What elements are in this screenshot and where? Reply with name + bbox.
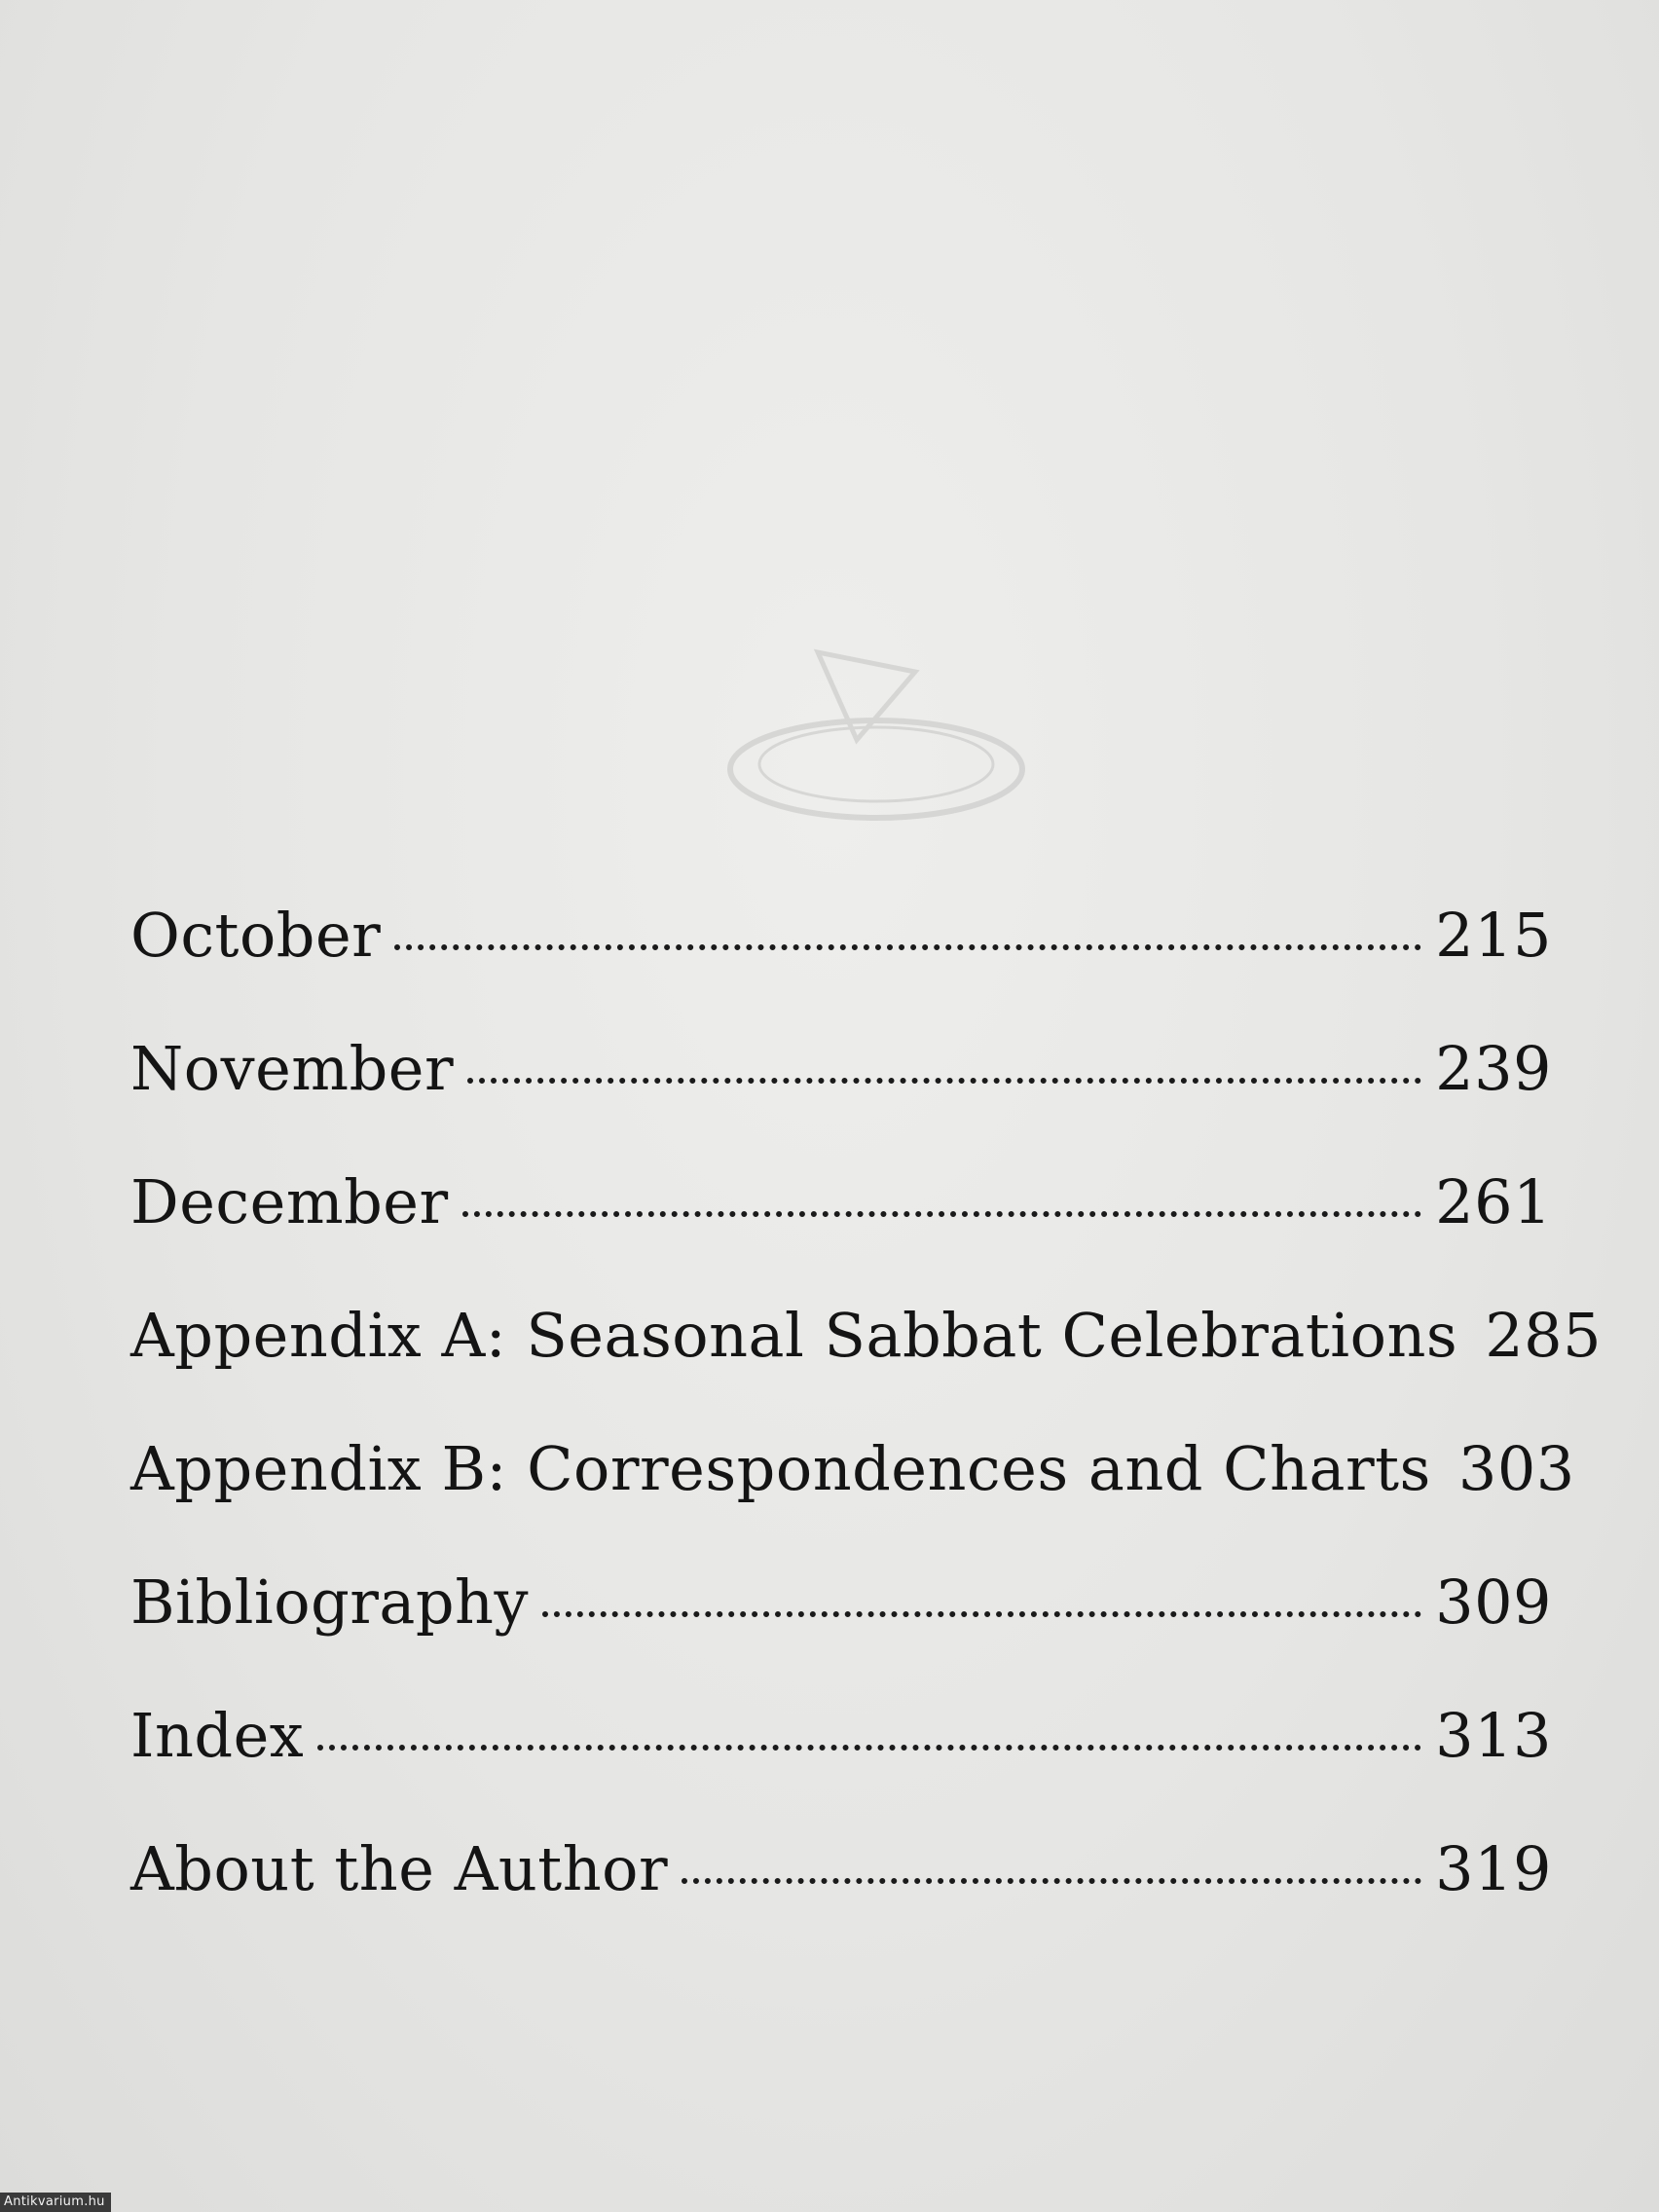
- table-of-contents: [130, 896, 1603, 1963]
- show-through-ornament: [711, 613, 1042, 847]
- toc-entry-bibliography[interactable]: [130, 1563, 1552, 1696]
- toc-entry-november[interactable]: [130, 1029, 1552, 1162]
- toc-entry-page: 303: [1457, 1433, 1575, 1504]
- toc-entry-title: About the Author: [130, 1833, 669, 1904]
- toc-entry-page: 239: [1435, 1033, 1552, 1104]
- toc-entry-page: 319: [1435, 1833, 1552, 1904]
- toc-entry-about-the-author[interactable]: [130, 1829, 1552, 1963]
- toc-entry-appendix-b[interactable]: [130, 1429, 1575, 1563]
- toc-entry-title: Bibliography: [130, 1567, 529, 1638]
- watermark-label: Antikvarium.hu: [0, 2193, 111, 2212]
- toc-entry-appendix-a[interactable]: [130, 1296, 1603, 1429]
- dot-leader: [317, 1696, 1421, 1756]
- dot-leader: [542, 1563, 1421, 1623]
- toc-entry-index[interactable]: [130, 1696, 1552, 1829]
- dot-leader: [682, 1829, 1421, 1890]
- dot-leader: [394, 896, 1421, 956]
- toc-entry-title: December: [130, 1166, 449, 1237]
- toc-entry-december[interactable]: [130, 1162, 1552, 1296]
- toc-entry-title: October: [130, 900, 382, 971]
- toc-entry-page: 285: [1485, 1300, 1603, 1371]
- toc-entry-page: 313: [1435, 1700, 1552, 1771]
- dot-leader: [467, 1029, 1421, 1089]
- toc-entry-october[interactable]: [130, 896, 1552, 1029]
- toc-entry-page: 309: [1435, 1567, 1552, 1638]
- toc-entry-page: 215: [1435, 900, 1552, 971]
- toc-entry-title: Index: [130, 1700, 305, 1771]
- toc-entry-title: Appendix A: Seasonal Sabbat Celebrations: [130, 1300, 1458, 1371]
- toc-entry-title: Appendix B: Correspondences and Charts: [130, 1433, 1431, 1504]
- dot-leader: [462, 1162, 1422, 1223]
- toc-entry-page: 261: [1435, 1166, 1552, 1237]
- toc-entry-title: November: [130, 1033, 455, 1104]
